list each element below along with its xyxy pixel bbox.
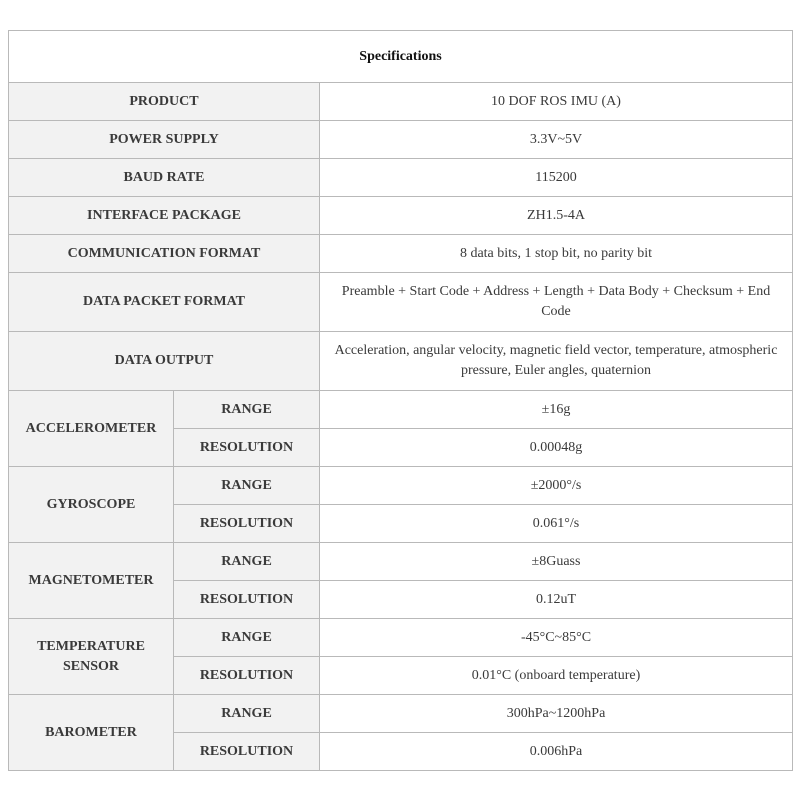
spec-row-power-supply (9, 121, 793, 159)
sub-label-range: RANGE (174, 467, 320, 505)
spec-value: 8 data bits, 1 stop bit, no parity bit (320, 235, 793, 273)
sub-label-resolution: RESOLUTION (174, 657, 320, 695)
sensor-row-temperature-range (9, 619, 793, 657)
spec-row-product (9, 83, 793, 121)
sensor-label: ACCELEROMETER (9, 391, 174, 467)
title-row (9, 31, 793, 83)
sensor-row-gyroscope-range (9, 467, 793, 505)
spec-row-data-output (9, 332, 793, 391)
sensor-range-value: ±16g (320, 391, 793, 429)
sensor-range-value: 300hPa~1200hPa (320, 695, 793, 733)
spec-value: 3.3V~5V (320, 121, 793, 159)
spec-label: DATA PACKET FORMAT (9, 273, 320, 332)
sensor-range-value: ±8Guass (320, 543, 793, 581)
spec-label: INTERFACE PACKAGE (9, 197, 320, 235)
spec-row-communication-format (9, 235, 793, 273)
spec-row-interface-package (9, 197, 793, 235)
sub-label-resolution: RESOLUTION (174, 581, 320, 619)
sensor-label: TEMPERATURE SENSOR (9, 619, 174, 695)
sensor-resolution-value: 0.12uT (320, 581, 793, 619)
spec-value: ZH1.5-4A (320, 197, 793, 235)
table-title: Specifications (9, 31, 793, 83)
sensor-resolution-value: 0.061°/s (320, 505, 793, 543)
sensor-range-value: ±2000°/s (320, 467, 793, 505)
spec-label: COMMUNICATION FORMAT (9, 235, 320, 273)
spec-value: Preamble + Start Code + Address + Length + Data Body + Checksum + End Code (320, 273, 793, 332)
spec-value: 10 DOF ROS IMU (A) (320, 83, 793, 121)
spec-row-data-packet-format (9, 273, 793, 332)
sensor-resolution-value: 0.01°C (onboard temperature) (320, 657, 793, 695)
sensor-resolution-value: 0.006hPa (320, 733, 793, 771)
spec-label: BAUD RATE (9, 159, 320, 197)
specifications-table (8, 30, 793, 771)
spec-label: POWER SUPPLY (9, 121, 320, 159)
spec-label: DATA OUTPUT (9, 332, 320, 391)
sub-label-resolution: RESOLUTION (174, 429, 320, 467)
sensor-label: GYROSCOPE (9, 467, 174, 543)
sensor-label: BAROMETER (9, 695, 174, 771)
sub-label-resolution: RESOLUTION (174, 733, 320, 771)
sensor-row-barometer-range (9, 695, 793, 733)
sensor-resolution-value: 0.00048g (320, 429, 793, 467)
sub-label-resolution: RESOLUTION (174, 505, 320, 543)
spec-value: 115200 (320, 159, 793, 197)
spec-value: Acceleration, angular velocity, magnetic field vector, temperature, atmospheric pressure, Euler angles, quaternion (320, 332, 793, 391)
spec-label: PRODUCT (9, 83, 320, 121)
sub-label-range: RANGE (174, 543, 320, 581)
sensor-row-magnetometer-range (9, 543, 793, 581)
sub-label-range: RANGE (174, 695, 320, 733)
sensor-label: MAGNETOMETER (9, 543, 174, 619)
sub-label-range: RANGE (174, 391, 320, 429)
sensor-row-accelerometer-range (9, 391, 793, 429)
sub-label-range: RANGE (174, 619, 320, 657)
spec-row-baud-rate (9, 159, 793, 197)
sensor-range-value: -45°C~85°C (320, 619, 793, 657)
